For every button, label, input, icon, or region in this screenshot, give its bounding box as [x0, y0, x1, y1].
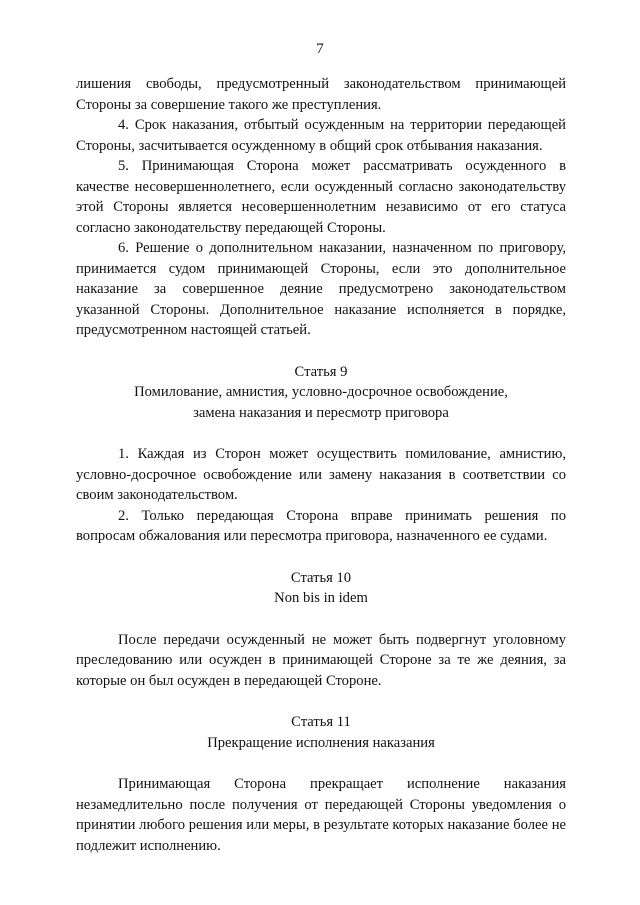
paragraph-6: 6. Решение о дополнительном наказании, назначенном по приговору, принимается судом принимающей Стороны, если это дополнительное наказание за совершенное деяние предусмотрено законодательством указанной Стороны. Дополнительное наказание исполняется в порядке, предусмотренном настоящей статьей.	[76, 240, 566, 338]
article-10	[76, 568, 566, 609]
spacer	[76, 423, 566, 444]
spacer	[76, 753, 566, 774]
paragraph-continuation: лишения свободы, предусмотренный законодательством принимающей Стороны за совершение такого же преступления.	[76, 76, 566, 113]
article-heading: Статья 10	[290, 569, 352, 586]
spacer	[76, 547, 566, 568]
article-9	[76, 362, 566, 424]
paragraph-5: 5. Принимающая Сторона может рассматривать осужденного в качестве несовершеннолетнего, если осужденный согласно законодательству этой Стороны является несовершеннолетним независимо от его статуса согласно законодательству передающей Стороны.	[76, 158, 566, 236]
spacer	[76, 609, 566, 630]
article-11	[76, 712, 566, 753]
article-heading: Статья 11	[291, 714, 351, 730]
article-title: Non bis in idem	[274, 590, 368, 606]
spacer	[76, 691, 566, 712]
article-11-paragraph-1: Принимающая Сторона прекращает исполнение наказания незамедлительно после получения от передающей Стороны уведомления о принятии любого решения или меры, в результате которых наказание более не подлежит исполнению.	[76, 776, 566, 854]
article-title: Прекращение исполнения наказания	[207, 734, 435, 751]
article-title: Помилование, амнистия, условно-досрочное освобождение,	[134, 384, 508, 400]
paragraph-4: 4. Срок наказания, отбытый осужденным на территории передающей Стороны, засчитывается осужденному в общий срок отбывания наказания.	[76, 117, 566, 154]
spacer	[76, 341, 566, 362]
document-body	[76, 74, 566, 856]
article-9-paragraph-1: 1. Каждая из Сторон может осуществить помилование, амнистию, условно-досрочное освобождение или замену наказания в соответствии со своим законодательством.	[76, 446, 566, 503]
article-title: замена наказания и пересмотр приговора	[193, 404, 449, 421]
article-10-paragraph-1: После передачи осужденный не может быть подвергнут уголовному преследованию или осужден в принимающей Стороне за те же деяния, за которые он был осужден в передающей Стороне.	[76, 631, 566, 689]
article-9-paragraph-2: 2. Только передающая Сторона вправе принимать решения по вопросам обжалования или пересмотра приговора, назначенного ее судами.	[76, 507, 566, 544]
page-number: 7	[316, 41, 324, 57]
article-heading: Статья 9	[294, 363, 348, 380]
